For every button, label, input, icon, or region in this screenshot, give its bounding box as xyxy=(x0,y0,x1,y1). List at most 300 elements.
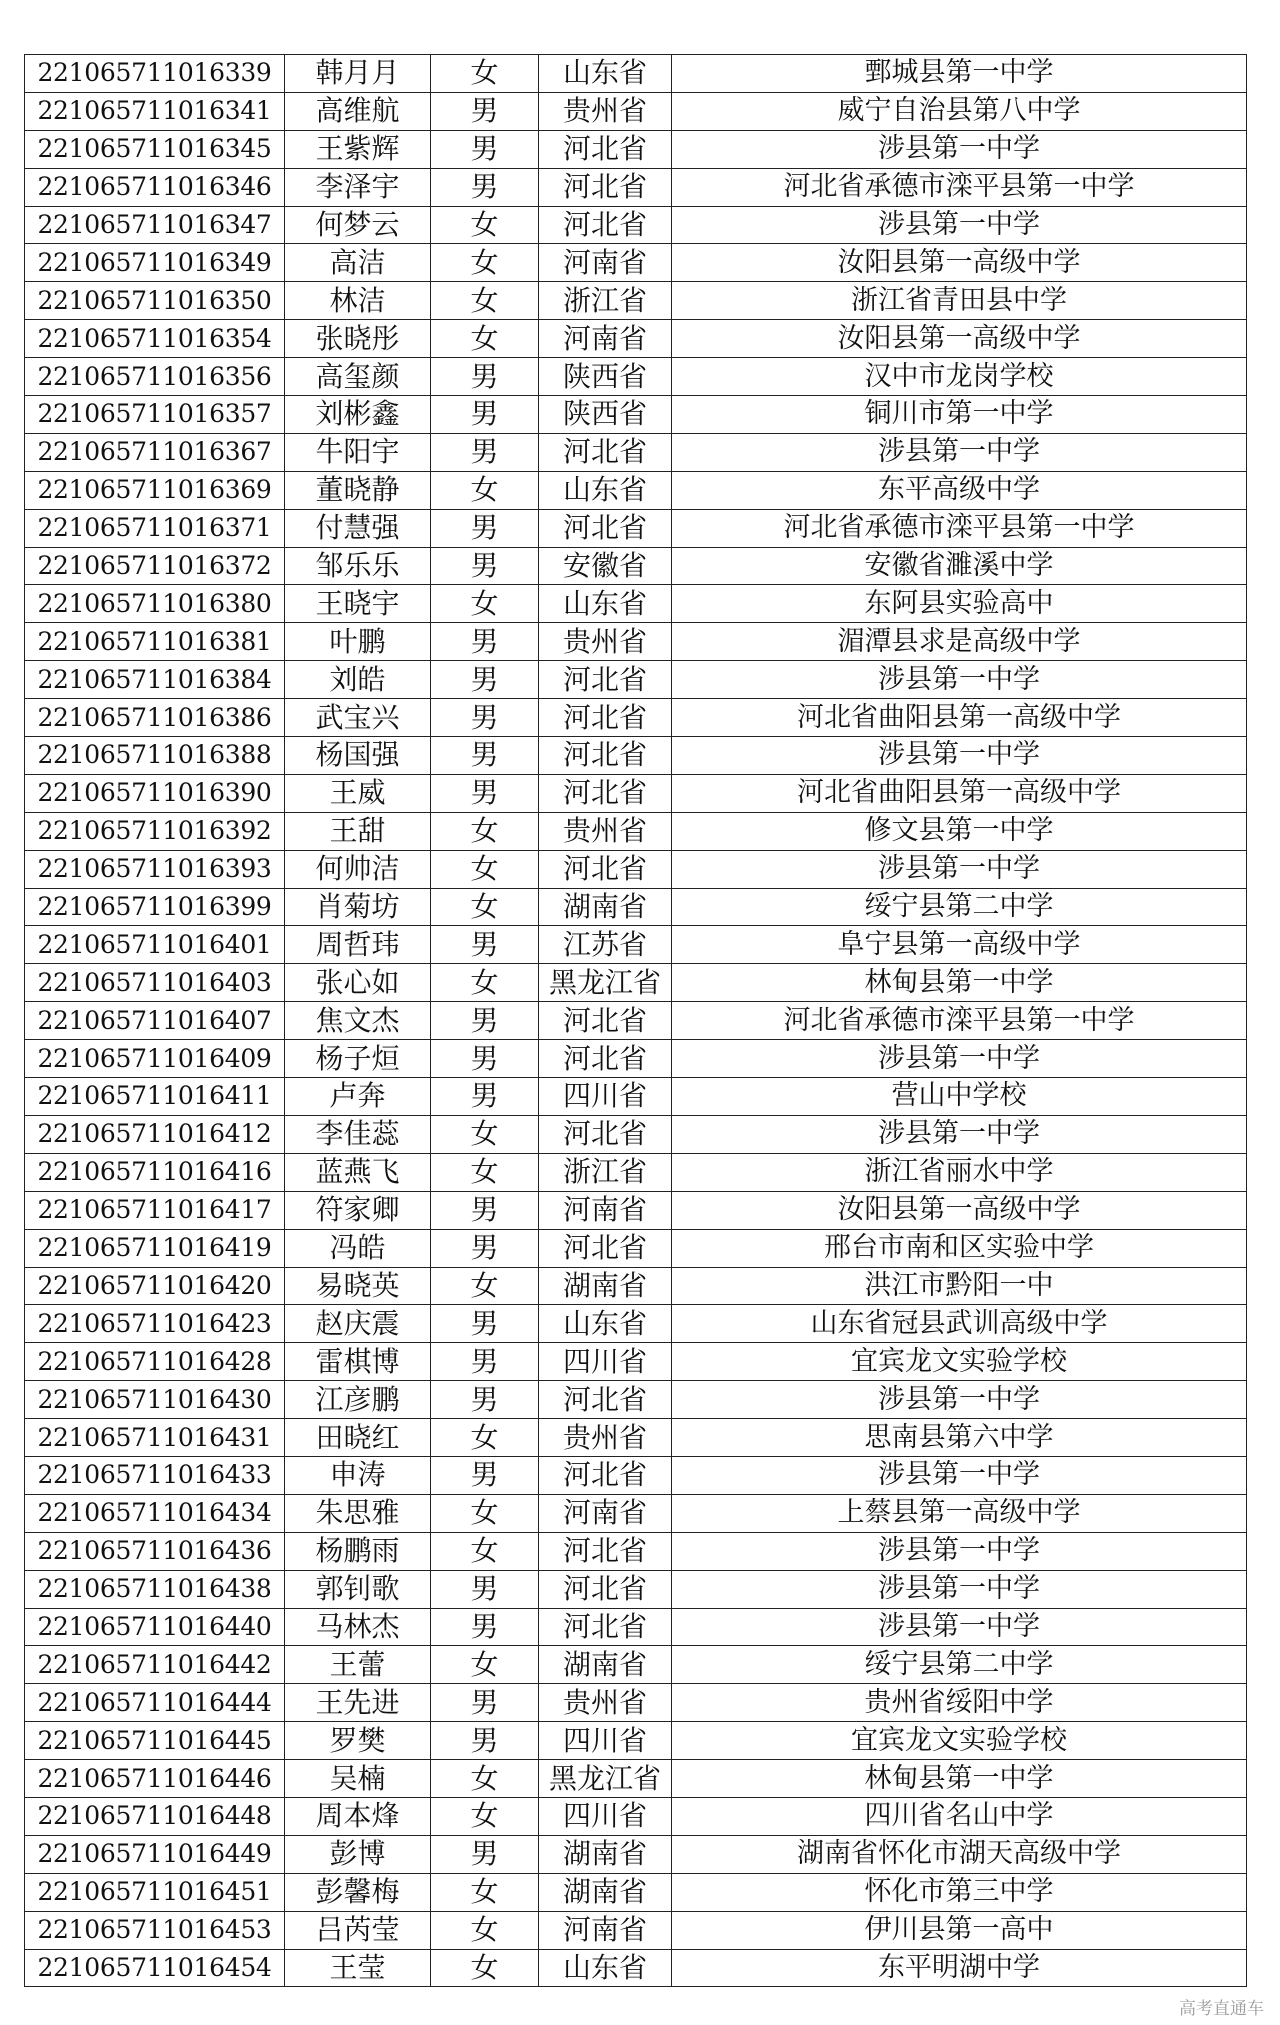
school-cell: 涉县第一中学 xyxy=(672,1456,1247,1494)
name-cell: 林洁 xyxy=(285,282,431,320)
gender-cell: 男 xyxy=(431,737,539,775)
gender-cell: 女 xyxy=(431,55,539,93)
name-cell: 田晓红 xyxy=(285,1419,431,1457)
table-row xyxy=(25,1722,1247,1760)
school-cell: 林甸县第一中学 xyxy=(672,964,1247,1002)
gender-cell: 男 xyxy=(431,1078,539,1116)
province-cell: 河北省 xyxy=(539,1040,672,1078)
province-cell: 山东省 xyxy=(539,471,672,509)
province-cell: 陕西省 xyxy=(539,396,672,434)
name-cell: 蓝燕飞 xyxy=(285,1153,431,1191)
province-cell: 贵州省 xyxy=(539,1419,672,1457)
exam-number-cell: 221065711016388 xyxy=(25,737,285,775)
name-cell: 牛阳宇 xyxy=(285,433,431,471)
exam-number-cell: 221065711016392 xyxy=(25,812,285,850)
table-row xyxy=(25,1570,1247,1608)
name-cell: 焦文杰 xyxy=(285,1002,431,1040)
exam-number-cell: 221065711016451 xyxy=(25,1873,285,1911)
table-row xyxy=(25,1456,1247,1494)
gender-cell: 女 xyxy=(431,964,539,1002)
school-cell: 洪江市黔阳一中 xyxy=(672,1267,1247,1305)
school-cell: 河北省曲阳县第一高级中学 xyxy=(672,699,1247,737)
province-cell: 湖南省 xyxy=(539,1267,672,1305)
exam-number-cell: 221065711016416 xyxy=(25,1153,285,1191)
name-cell: 李泽宇 xyxy=(285,168,431,206)
gender-cell: 男 xyxy=(431,623,539,661)
name-cell: 叶鹏 xyxy=(285,623,431,661)
name-cell: 高玺颜 xyxy=(285,358,431,396)
gender-cell: 女 xyxy=(431,1949,539,1987)
name-cell: 王甜 xyxy=(285,812,431,850)
name-cell: 张心如 xyxy=(285,964,431,1002)
province-cell: 河南省 xyxy=(539,320,672,358)
province-cell: 河南省 xyxy=(539,1191,672,1229)
gender-cell: 男 xyxy=(431,1002,539,1040)
table-row xyxy=(25,1229,1247,1267)
name-cell: 杨子烜 xyxy=(285,1040,431,1078)
province-cell: 湖南省 xyxy=(539,888,672,926)
exam-number-cell: 221065711016403 xyxy=(25,964,285,1002)
exam-number-cell: 221065711016380 xyxy=(25,585,285,623)
school-cell: 宜宾龙文实验学校 xyxy=(672,1343,1247,1381)
school-cell: 河北省曲阳县第一高级中学 xyxy=(672,774,1247,812)
school-cell: 贵州省绥阳中学 xyxy=(672,1684,1247,1722)
name-cell: 赵庆震 xyxy=(285,1305,431,1343)
table-row xyxy=(25,774,1247,812)
province-cell: 河北省 xyxy=(539,168,672,206)
school-cell: 涉县第一中学 xyxy=(672,737,1247,775)
gender-cell: 女 xyxy=(431,1911,539,1949)
name-cell: 王莹 xyxy=(285,1949,431,1987)
gender-cell: 女 xyxy=(431,320,539,358)
province-cell: 河北省 xyxy=(539,1456,672,1494)
name-cell: 雷棋博 xyxy=(285,1343,431,1381)
province-cell: 河北省 xyxy=(539,130,672,168)
school-cell: 安徽省濉溪中学 xyxy=(672,547,1247,585)
gender-cell: 男 xyxy=(431,1835,539,1873)
school-cell: 威宁自治县第八中学 xyxy=(672,92,1247,130)
table-row xyxy=(25,1949,1247,1987)
gender-cell: 男 xyxy=(431,396,539,434)
school-cell: 涉县第一中学 xyxy=(672,1608,1247,1646)
province-cell: 河北省 xyxy=(539,850,672,888)
exam-number-cell: 221065711016445 xyxy=(25,1722,285,1760)
gender-cell: 女 xyxy=(431,1115,539,1153)
province-cell: 山东省 xyxy=(539,585,672,623)
province-cell: 四川省 xyxy=(539,1078,672,1116)
school-cell: 思南县第六中学 xyxy=(672,1419,1247,1457)
gender-cell: 男 xyxy=(431,358,539,396)
name-cell: 韩月月 xyxy=(285,55,431,93)
table-row xyxy=(25,206,1247,244)
exam-number-cell: 221065711016354 xyxy=(25,320,285,358)
name-cell: 刘彬鑫 xyxy=(285,396,431,434)
exam-number-cell: 221065711016346 xyxy=(25,168,285,206)
school-cell: 鄄城县第一中学 xyxy=(672,55,1247,93)
school-cell: 汝阳县第一高级中学 xyxy=(672,244,1247,282)
table-row xyxy=(25,623,1247,661)
name-cell: 邹乐乐 xyxy=(285,547,431,585)
table-row xyxy=(25,1911,1247,1949)
school-cell: 浙江省青田县中学 xyxy=(672,282,1247,320)
name-cell: 王威 xyxy=(285,774,431,812)
exam-number-cell: 221065711016453 xyxy=(25,1911,285,1949)
table-row xyxy=(25,1532,1247,1570)
school-cell: 涉县第一中学 xyxy=(672,1115,1247,1153)
table-row xyxy=(25,888,1247,926)
gender-cell: 女 xyxy=(431,850,539,888)
exam-number-cell: 221065711016423 xyxy=(25,1305,285,1343)
school-cell: 河北省承德市滦平县第一中学 xyxy=(672,509,1247,547)
table-row xyxy=(25,812,1247,850)
exam-number-cell: 221065711016390 xyxy=(25,774,285,812)
table-row xyxy=(25,244,1247,282)
exam-number-cell: 221065711016428 xyxy=(25,1343,285,1381)
province-cell: 贵州省 xyxy=(539,92,672,130)
gender-cell: 男 xyxy=(431,1570,539,1608)
name-cell: 郭钊歌 xyxy=(285,1570,431,1608)
gender-cell: 男 xyxy=(431,130,539,168)
name-cell: 易晓英 xyxy=(285,1267,431,1305)
exam-number-cell: 221065711016430 xyxy=(25,1381,285,1419)
exam-number-cell: 221065711016350 xyxy=(25,282,285,320)
name-cell: 杨国强 xyxy=(285,737,431,775)
exam-number-cell: 221065711016384 xyxy=(25,661,285,699)
table-row xyxy=(25,509,1247,547)
name-cell: 杨鹏雨 xyxy=(285,1532,431,1570)
province-cell: 河北省 xyxy=(539,509,672,547)
province-cell: 河北省 xyxy=(539,1002,672,1040)
school-cell: 汝阳县第一高级中学 xyxy=(672,1191,1247,1229)
table-row xyxy=(25,471,1247,509)
gender-cell: 男 xyxy=(431,1722,539,1760)
name-cell: 彭馨梅 xyxy=(285,1873,431,1911)
school-cell: 涉县第一中学 xyxy=(672,1532,1247,1570)
province-cell: 湖南省 xyxy=(539,1646,672,1684)
school-cell: 汉中市龙岗学校 xyxy=(672,358,1247,396)
province-cell: 河北省 xyxy=(539,1570,672,1608)
table-row xyxy=(25,926,1247,964)
exam-number-cell: 221065711016420 xyxy=(25,1267,285,1305)
table-row xyxy=(25,1002,1247,1040)
gender-cell: 男 xyxy=(431,1684,539,1722)
province-cell: 湖南省 xyxy=(539,1835,672,1873)
exam-number-cell: 221065711016407 xyxy=(25,1002,285,1040)
province-cell: 河北省 xyxy=(539,1608,672,1646)
school-cell: 伊川县第一高中 xyxy=(672,1911,1247,1949)
name-cell: 王晓宇 xyxy=(285,585,431,623)
school-cell: 涉县第一中学 xyxy=(672,661,1247,699)
table-row xyxy=(25,1153,1247,1191)
gender-cell: 女 xyxy=(431,585,539,623)
gender-cell: 男 xyxy=(431,1191,539,1229)
gender-cell: 男 xyxy=(431,1229,539,1267)
exam-number-cell: 221065711016347 xyxy=(25,206,285,244)
exam-number-cell: 221065711016381 xyxy=(25,623,285,661)
province-cell: 四川省 xyxy=(539,1797,672,1835)
table-row xyxy=(25,964,1247,1002)
gender-cell: 男 xyxy=(431,661,539,699)
table-row xyxy=(25,282,1247,320)
gender-cell: 女 xyxy=(431,812,539,850)
province-cell: 河北省 xyxy=(539,774,672,812)
school-cell: 绥宁县第二中学 xyxy=(672,888,1247,926)
gender-cell: 男 xyxy=(431,547,539,585)
province-cell: 贵州省 xyxy=(539,1684,672,1722)
name-cell: 王紫辉 xyxy=(285,130,431,168)
gender-cell: 男 xyxy=(431,92,539,130)
school-cell: 四川省名山中学 xyxy=(672,1797,1247,1835)
table-row xyxy=(25,1608,1247,1646)
exam-number-cell: 221065711016419 xyxy=(25,1229,285,1267)
exam-number-cell: 221065711016454 xyxy=(25,1949,285,1987)
table-row xyxy=(25,55,1247,93)
exam-number-cell: 221065711016367 xyxy=(25,433,285,471)
table-row xyxy=(25,130,1247,168)
province-cell: 河北省 xyxy=(539,699,672,737)
province-cell: 河北省 xyxy=(539,433,672,471)
province-cell: 河南省 xyxy=(539,1494,672,1532)
gender-cell: 男 xyxy=(431,1381,539,1419)
school-cell: 湄潭县求是高级中学 xyxy=(672,623,1247,661)
table-row xyxy=(25,850,1247,888)
table-row xyxy=(25,1873,1247,1911)
exam-number-cell: 221065711016372 xyxy=(25,547,285,585)
school-cell: 阜宁县第一高级中学 xyxy=(672,926,1247,964)
name-cell: 张晓彤 xyxy=(285,320,431,358)
gender-cell: 女 xyxy=(431,1873,539,1911)
school-cell: 涉县第一中学 xyxy=(672,433,1247,471)
exam-number-cell: 221065711016356 xyxy=(25,358,285,396)
province-cell: 河北省 xyxy=(539,1115,672,1153)
gender-cell: 男 xyxy=(431,699,539,737)
exam-number-cell: 221065711016431 xyxy=(25,1419,285,1457)
school-cell: 涉县第一中学 xyxy=(672,1570,1247,1608)
exam-number-cell: 221065711016434 xyxy=(25,1494,285,1532)
gender-cell: 女 xyxy=(431,1532,539,1570)
school-cell: 涉县第一中学 xyxy=(672,850,1247,888)
province-cell: 河北省 xyxy=(539,1381,672,1419)
table-row xyxy=(25,1040,1247,1078)
province-cell: 山东省 xyxy=(539,55,672,93)
province-cell: 河南省 xyxy=(539,244,672,282)
table-row xyxy=(25,92,1247,130)
province-cell: 黑龙江省 xyxy=(539,964,672,1002)
school-cell: 营山中学校 xyxy=(672,1078,1247,1116)
name-cell: 冯皓 xyxy=(285,1229,431,1267)
school-cell: 湖南省怀化市湖天高级中学 xyxy=(672,1835,1247,1873)
name-cell: 武宝兴 xyxy=(285,699,431,737)
province-cell: 四川省 xyxy=(539,1722,672,1760)
table-row xyxy=(25,1797,1247,1835)
table-row xyxy=(25,1494,1247,1532)
name-cell: 何帅洁 xyxy=(285,850,431,888)
province-cell: 河北省 xyxy=(539,661,672,699)
school-cell: 涉县第一中学 xyxy=(672,1381,1247,1419)
school-cell: 绥宁县第二中学 xyxy=(672,1646,1247,1684)
name-cell: 何梦云 xyxy=(285,206,431,244)
name-cell: 周哲玮 xyxy=(285,926,431,964)
school-cell: 修文县第一中学 xyxy=(672,812,1247,850)
table-row xyxy=(25,1684,1247,1722)
gender-cell: 女 xyxy=(431,1760,539,1798)
table-row xyxy=(25,1191,1247,1229)
name-cell: 董晓静 xyxy=(285,471,431,509)
gender-cell: 女 xyxy=(431,1494,539,1532)
name-cell: 高洁 xyxy=(285,244,431,282)
exam-number-cell: 221065711016411 xyxy=(25,1078,285,1116)
gender-cell: 女 xyxy=(431,1153,539,1191)
table-row xyxy=(25,1646,1247,1684)
exam-number-cell: 221065711016440 xyxy=(25,1608,285,1646)
name-cell: 马林杰 xyxy=(285,1608,431,1646)
table-row xyxy=(25,433,1247,471)
table-row xyxy=(25,547,1247,585)
exam-number-cell: 221065711016433 xyxy=(25,1456,285,1494)
exam-number-cell: 221065711016371 xyxy=(25,509,285,547)
name-cell: 吴楠 xyxy=(285,1760,431,1798)
province-cell: 山东省 xyxy=(539,1305,672,1343)
gender-cell: 女 xyxy=(431,1419,539,1457)
table-row xyxy=(25,699,1247,737)
school-cell: 林甸县第一中学 xyxy=(672,1760,1247,1798)
table-row xyxy=(25,1419,1247,1457)
table-row xyxy=(25,1343,1247,1381)
province-cell: 陕西省 xyxy=(539,358,672,396)
province-cell: 黑龙江省 xyxy=(539,1760,672,1798)
gender-cell: 男 xyxy=(431,433,539,471)
table-row xyxy=(25,661,1247,699)
school-cell: 河北省承德市滦平县第一中学 xyxy=(672,168,1247,206)
province-cell: 贵州省 xyxy=(539,623,672,661)
gender-cell: 女 xyxy=(431,206,539,244)
school-cell: 河北省承德市滦平县第一中学 xyxy=(672,1002,1247,1040)
gender-cell: 男 xyxy=(431,509,539,547)
table-row xyxy=(25,1305,1247,1343)
name-cell: 周本烽 xyxy=(285,1797,431,1835)
table-row xyxy=(25,320,1247,358)
name-cell: 王蕾 xyxy=(285,1646,431,1684)
gender-cell: 男 xyxy=(431,1305,539,1343)
school-cell: 东平明湖中学 xyxy=(672,1949,1247,1987)
exam-number-cell: 221065711016386 xyxy=(25,699,285,737)
exam-number-cell: 221065711016444 xyxy=(25,1684,285,1722)
gender-cell: 女 xyxy=(431,282,539,320)
exam-number-cell: 221065711016409 xyxy=(25,1040,285,1078)
exam-number-cell: 221065711016446 xyxy=(25,1760,285,1798)
exam-number-cell: 221065711016412 xyxy=(25,1115,285,1153)
table-row xyxy=(25,1760,1247,1798)
name-cell: 刘皓 xyxy=(285,661,431,699)
gender-cell: 男 xyxy=(431,1040,539,1078)
school-cell: 涉县第一中学 xyxy=(672,1040,1247,1078)
exam-number-cell: 221065711016449 xyxy=(25,1835,285,1873)
table-row xyxy=(25,396,1247,434)
name-cell: 彭博 xyxy=(285,1835,431,1873)
exam-number-cell: 221065711016341 xyxy=(25,92,285,130)
exam-number-cell: 221065711016448 xyxy=(25,1797,285,1835)
province-cell: 江苏省 xyxy=(539,926,672,964)
name-cell: 卢奔 xyxy=(285,1078,431,1116)
exam-number-cell: 221065711016438 xyxy=(25,1570,285,1608)
province-cell: 河北省 xyxy=(539,737,672,775)
exam-number-cell: 221065711016401 xyxy=(25,926,285,964)
name-cell: 罗樊 xyxy=(285,1722,431,1760)
school-cell: 怀化市第三中学 xyxy=(672,1873,1247,1911)
name-cell: 李佳蕊 xyxy=(285,1115,431,1153)
name-cell: 王先进 xyxy=(285,1684,431,1722)
province-cell: 安徽省 xyxy=(539,547,672,585)
gender-cell: 男 xyxy=(431,774,539,812)
name-cell: 申涛 xyxy=(285,1456,431,1494)
name-cell: 江彦鹏 xyxy=(285,1381,431,1419)
school-cell: 山东省冠县武训高级中学 xyxy=(672,1305,1247,1343)
table-row xyxy=(25,358,1247,396)
school-cell: 东阿县实验高中 xyxy=(672,585,1247,623)
name-cell: 符家卿 xyxy=(285,1191,431,1229)
exam-number-cell: 221065711016417 xyxy=(25,1191,285,1229)
exam-number-cell: 221065711016399 xyxy=(25,888,285,926)
table-row xyxy=(25,1381,1247,1419)
province-cell: 浙江省 xyxy=(539,282,672,320)
table-row xyxy=(25,1267,1247,1305)
province-cell: 河北省 xyxy=(539,206,672,244)
province-cell: 浙江省 xyxy=(539,1153,672,1191)
exam-number-cell: 221065711016442 xyxy=(25,1646,285,1684)
gender-cell: 女 xyxy=(431,1267,539,1305)
gender-cell: 男 xyxy=(431,1343,539,1381)
province-cell: 四川省 xyxy=(539,1343,672,1381)
exam-number-cell: 221065711016345 xyxy=(25,130,285,168)
gender-cell: 女 xyxy=(431,471,539,509)
exam-number-cell: 221065711016369 xyxy=(25,471,285,509)
gender-cell: 男 xyxy=(431,168,539,206)
name-cell: 肖菊坊 xyxy=(285,888,431,926)
table-row xyxy=(25,585,1247,623)
province-cell: 河北省 xyxy=(539,1532,672,1570)
gender-cell: 女 xyxy=(431,1646,539,1684)
school-cell: 涉县第一中学 xyxy=(672,130,1247,168)
province-cell: 河北省 xyxy=(539,1229,672,1267)
admission-list-table xyxy=(24,54,1247,1987)
province-cell: 贵州省 xyxy=(539,812,672,850)
school-cell: 宜宾龙文实验学校 xyxy=(672,1722,1247,1760)
school-cell: 邢台市南和区实验中学 xyxy=(672,1229,1247,1267)
school-cell: 东平高级中学 xyxy=(672,471,1247,509)
table-row xyxy=(25,1835,1247,1873)
table-row xyxy=(25,737,1247,775)
name-cell: 吕芮莹 xyxy=(285,1911,431,1949)
school-cell: 铜川市第一中学 xyxy=(672,396,1247,434)
name-cell: 高维航 xyxy=(285,92,431,130)
province-cell: 山东省 xyxy=(539,1949,672,1987)
school-cell: 上蔡县第一高级中学 xyxy=(672,1494,1247,1532)
name-cell: 朱思雅 xyxy=(285,1494,431,1532)
school-cell: 汝阳县第一高级中学 xyxy=(672,320,1247,358)
school-cell: 浙江省丽水中学 xyxy=(672,1153,1247,1191)
exam-number-cell: 221065711016357 xyxy=(25,396,285,434)
exam-number-cell: 221065711016436 xyxy=(25,1532,285,1570)
exam-number-cell: 221065711016393 xyxy=(25,850,285,888)
gender-cell: 男 xyxy=(431,1456,539,1494)
table-row xyxy=(25,1115,1247,1153)
exam-number-cell: 221065711016349 xyxy=(25,244,285,282)
gender-cell: 女 xyxy=(431,1797,539,1835)
province-cell: 河南省 xyxy=(539,1911,672,1949)
name-cell: 付慧强 xyxy=(285,509,431,547)
gender-cell: 男 xyxy=(431,1608,539,1646)
gender-cell: 女 xyxy=(431,244,539,282)
